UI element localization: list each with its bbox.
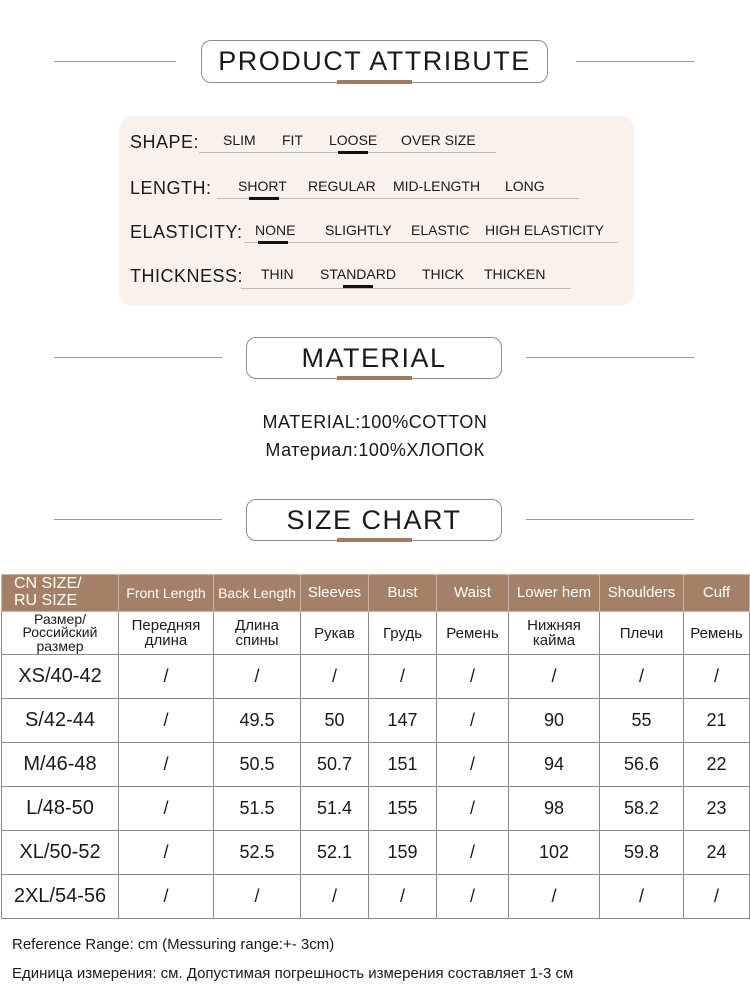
table-cell: 52.5 <box>214 831 301 875</box>
table-header-ru <box>2 612 750 655</box>
table-row <box>2 787 750 831</box>
option-thicken: THICKEN <box>484 266 546 282</box>
attribute-label: SHAPE: <box>130 132 200 152</box>
selected-marker <box>258 241 288 244</box>
material-text-en: MATERIAL:100%COTTON <box>262 412 488 432</box>
table-row <box>2 875 750 919</box>
divider-line <box>576 61 694 62</box>
attribute-panel <box>119 116 634 306</box>
table-cell: / <box>119 831 214 875</box>
header-cell-ru: Плечи <box>600 612 684 655</box>
header-cell-ru: Передняя длина <box>119 612 214 655</box>
table-cell: / <box>684 875 750 919</box>
material-text-ru: Материал:100%ХЛОПОК <box>265 440 485 460</box>
size-cell: 2XL/54-56 <box>2 875 119 919</box>
attribute-label: THICKNESS: <box>130 266 244 286</box>
size-cell: XS/40-42 <box>2 655 119 699</box>
table-cell: 55 <box>600 699 684 743</box>
table-row <box>2 743 750 787</box>
table-cell: / <box>119 787 214 831</box>
table-cell: 23 <box>684 787 750 831</box>
option-oversize: OVER SIZE <box>401 132 476 148</box>
table-cell: 50.7 <box>301 743 369 787</box>
option-thick: THICK <box>422 266 464 282</box>
table-cell: / <box>437 831 509 875</box>
table-cell: 56.6 <box>600 743 684 787</box>
table-cell: 24 <box>684 831 750 875</box>
table-cell: / <box>437 875 509 919</box>
table-row <box>2 831 750 875</box>
table-cell: 159 <box>369 831 437 875</box>
header-cell-ru: Ремень <box>684 612 750 655</box>
table-cell: / <box>437 655 509 699</box>
option-short: SHORT <box>238 178 287 194</box>
size-cell: XL/50-52 <box>2 831 119 875</box>
attribute-row-shape <box>119 126 634 166</box>
table-cell: / <box>369 655 437 699</box>
header-cell-ru: Нижняя кайма <box>509 612 600 655</box>
attribute-label: ELASTICITY: <box>130 222 243 242</box>
section-title-text: PRODUCT ATTRIBUTE <box>218 46 531 76</box>
table-cell: 147 <box>369 699 437 743</box>
option-slightly: SLIGHTLY <box>325 222 392 238</box>
table-cell: 22 <box>684 743 750 787</box>
attribute-line <box>244 242 618 243</box>
table-cell: / <box>301 875 369 919</box>
table-cell: / <box>119 875 214 919</box>
section-title-size-chart <box>246 499 502 541</box>
title-underline <box>337 80 412 84</box>
table-cell: / <box>214 875 301 919</box>
option-long: LONG <box>505 178 545 194</box>
table-cell: 151 <box>369 743 437 787</box>
option-mid-length: MID-LENGTH <box>393 178 481 194</box>
table-cell: 98 <box>509 787 600 831</box>
option-high-elasticity: HIGH ELASTICITY <box>485 222 605 238</box>
option-standard: STANDARD <box>320 266 396 282</box>
header-cell: Shoulders <box>600 575 684 612</box>
attribute-row-elasticity <box>119 216 634 256</box>
divider-line <box>54 519 222 520</box>
divider-line <box>526 357 694 358</box>
size-chart-table <box>1 574 750 919</box>
section-title-material <box>246 337 502 379</box>
header-cell-ru: Рукав <box>301 612 369 655</box>
table-cell: / <box>509 655 600 699</box>
option-regular: REGULAR <box>308 178 376 194</box>
table-cell: 51.5 <box>214 787 301 831</box>
table-cell: / <box>119 743 214 787</box>
table-cell: / <box>369 875 437 919</box>
divider-line <box>526 519 694 520</box>
table-cell: 90 <box>509 699 600 743</box>
table-cell: 51.4 <box>301 787 369 831</box>
header-cell: Front Length <box>119 575 214 612</box>
header-cell: Cuff <box>684 575 750 612</box>
table-cell: / <box>437 787 509 831</box>
header-cell: Lower hem <box>509 575 600 612</box>
table-cell: / <box>214 655 301 699</box>
table-cell: / <box>684 655 750 699</box>
header-cell-ru: Размер/ Российский размер <box>2 612 119 655</box>
header-cell: Back Length <box>214 575 301 612</box>
table-cell: / <box>509 875 600 919</box>
size-cell: M/46-48 <box>2 743 119 787</box>
attribute-label: LENGTH: <box>130 178 212 198</box>
attribute-row-thickness <box>119 262 634 302</box>
table-cell: 58.2 <box>600 787 684 831</box>
table-row <box>2 699 750 743</box>
header-cell-ru: Грудь <box>369 612 437 655</box>
title-underline <box>337 376 412 380</box>
header-cell: CN SIZE/ RU SIZE <box>2 575 119 612</box>
table-cell: / <box>437 743 509 787</box>
table-cell: 50 <box>301 699 369 743</box>
table-cell: 52.1 <box>301 831 369 875</box>
divider-line <box>54 61 176 62</box>
table-cell: / <box>301 655 369 699</box>
table-cell: / <box>119 655 214 699</box>
table-row <box>2 655 750 699</box>
reference-note-ru: Единица измерения: см. Допустимая погрешность измерения составляет 1-3 см <box>12 965 574 982</box>
reference-note-en: Reference Range: cm (Messuring range:+- 3cm) <box>12 936 335 953</box>
size-cell: L/48-50 <box>2 787 119 831</box>
table-cell: / <box>600 655 684 699</box>
table-cell: 49.5 <box>214 699 301 743</box>
option-none: NONE <box>255 222 296 238</box>
section-title-attribute <box>201 40 548 83</box>
selected-marker <box>338 151 368 154</box>
option-elastic: ELASTIC <box>411 222 470 238</box>
table-cell: 59.8 <box>600 831 684 875</box>
table-cell: 50.5 <box>214 743 301 787</box>
section-title-text: MATERIAL <box>301 342 447 373</box>
title-underline <box>337 538 412 542</box>
table-cell: 155 <box>369 787 437 831</box>
header-cell: Bust <box>369 575 437 612</box>
table-cell: / <box>600 875 684 919</box>
table-cell: / <box>119 699 214 743</box>
attribute-line <box>241 288 571 289</box>
table-cell: / <box>437 699 509 743</box>
table-header-en <box>2 575 750 612</box>
header-cell-ru: Длина спины <box>214 612 301 655</box>
header-cell-ru: Ремень <box>437 612 509 655</box>
selected-marker <box>249 197 279 200</box>
header-cell: Waist <box>437 575 509 612</box>
option-loose: LOOSE <box>329 132 378 148</box>
section-title-text: SIZE CHART <box>286 504 462 535</box>
table-cell: 102 <box>509 831 600 875</box>
header-cell: Sleeves <box>301 575 369 612</box>
attribute-row-length <box>119 172 634 212</box>
table-cell: 94 <box>509 743 600 787</box>
size-cell: S/42-44 <box>2 699 119 743</box>
option-thin: THIN <box>261 266 294 282</box>
option-fit: FIT <box>282 132 303 148</box>
selected-marker <box>343 285 373 288</box>
table-cell: 21 <box>684 699 750 743</box>
divider-line <box>54 357 222 358</box>
option-slim: SLIM <box>223 132 256 148</box>
